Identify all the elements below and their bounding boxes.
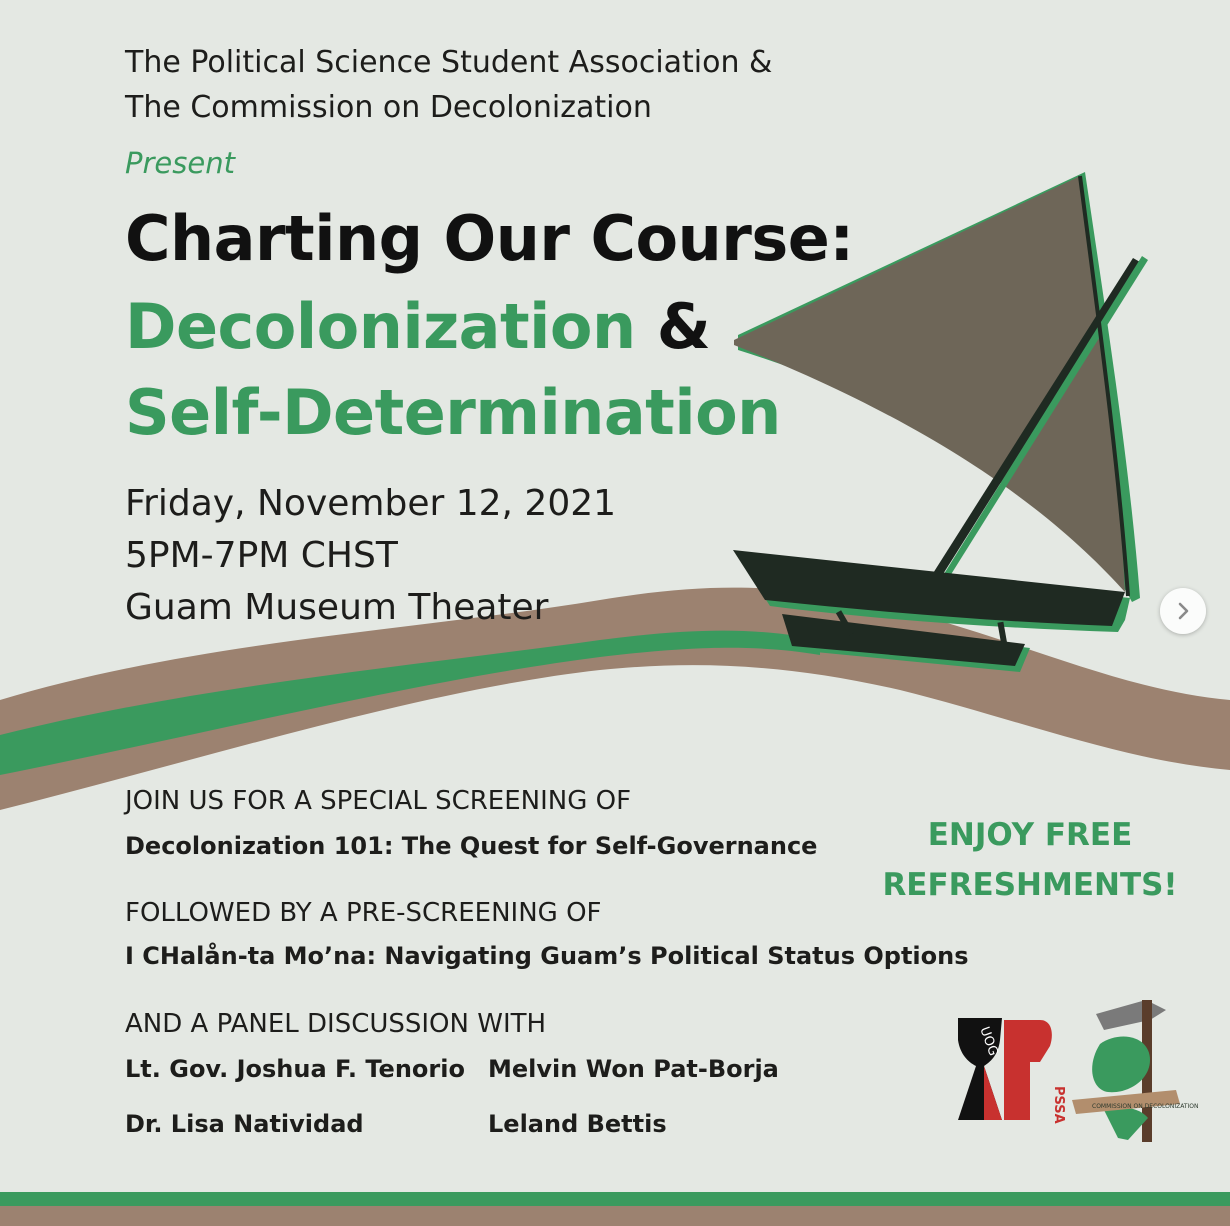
title-ampersand: & <box>635 290 711 363</box>
title-line-2 <box>125 290 710 363</box>
presenter-line-1: The Political Science Student Association & <box>125 45 773 80</box>
join-caption: JOIN US FOR A SPECIAL SCREENING OF <box>125 786 632 816</box>
event-details <box>125 478 616 634</box>
event-venue: Guam Museum Theater <box>125 587 549 628</box>
title-line-1: Charting Our Course: <box>125 202 854 275</box>
chevron-right-icon <box>1173 601 1193 621</box>
commission-text: COMMISSION ON DECOLONIZATION <box>1092 1103 1199 1110</box>
present-label: Present <box>125 146 235 180</box>
refreshments-callout <box>880 810 1180 910</box>
presenter-line-2: The Commission on Decolonization <box>125 90 652 125</box>
event-date: Friday, November 12, 2021 <box>125 483 617 524</box>
next-button[interactable] <box>1160 588 1206 634</box>
refreshments-line-1: ENJOY FREE <box>927 817 1133 853</box>
panelist: Melvin Won Pat-Borja <box>488 1055 779 1083</box>
pssa-text: PSSA <box>1051 1086 1066 1124</box>
film-2-title: I CHalån-ta Mo’na: Navigating Guam’s Political Status Options <box>125 942 969 970</box>
followed-caption: FOLLOWED BY A PRE-SCREENING OF <box>125 898 602 928</box>
pssa-letter-p <box>1004 1020 1052 1120</box>
refreshments-line-2: REFRESHMENTS! <box>882 867 1178 903</box>
uog-text: UOG <box>976 1024 1001 1059</box>
title-line-3: Self-Determination <box>125 376 781 449</box>
pssa-logo <box>958 1018 1066 1124</box>
bottom-stripe-green <box>0 1192 1230 1206</box>
film-1-title: Decolonization 101: The Quest for Self-Governance <box>125 832 818 860</box>
panel-caption: AND A PANEL DISCUSSION WITH <box>125 1009 547 1039</box>
commission-logo <box>1072 1000 1199 1142</box>
panelist: Dr. Lisa Natividad <box>125 1110 364 1138</box>
panelist: Leland Bettis <box>488 1110 667 1138</box>
event-time: 5PM-7PM CHST <box>125 535 398 576</box>
title-decolonization: Decolonization <box>125 290 636 363</box>
presenters <box>125 40 772 130</box>
panelist: Lt. Gov. Joshua F. Tenorio <box>125 1055 465 1083</box>
bottom-stripe-brown <box>0 1206 1230 1226</box>
